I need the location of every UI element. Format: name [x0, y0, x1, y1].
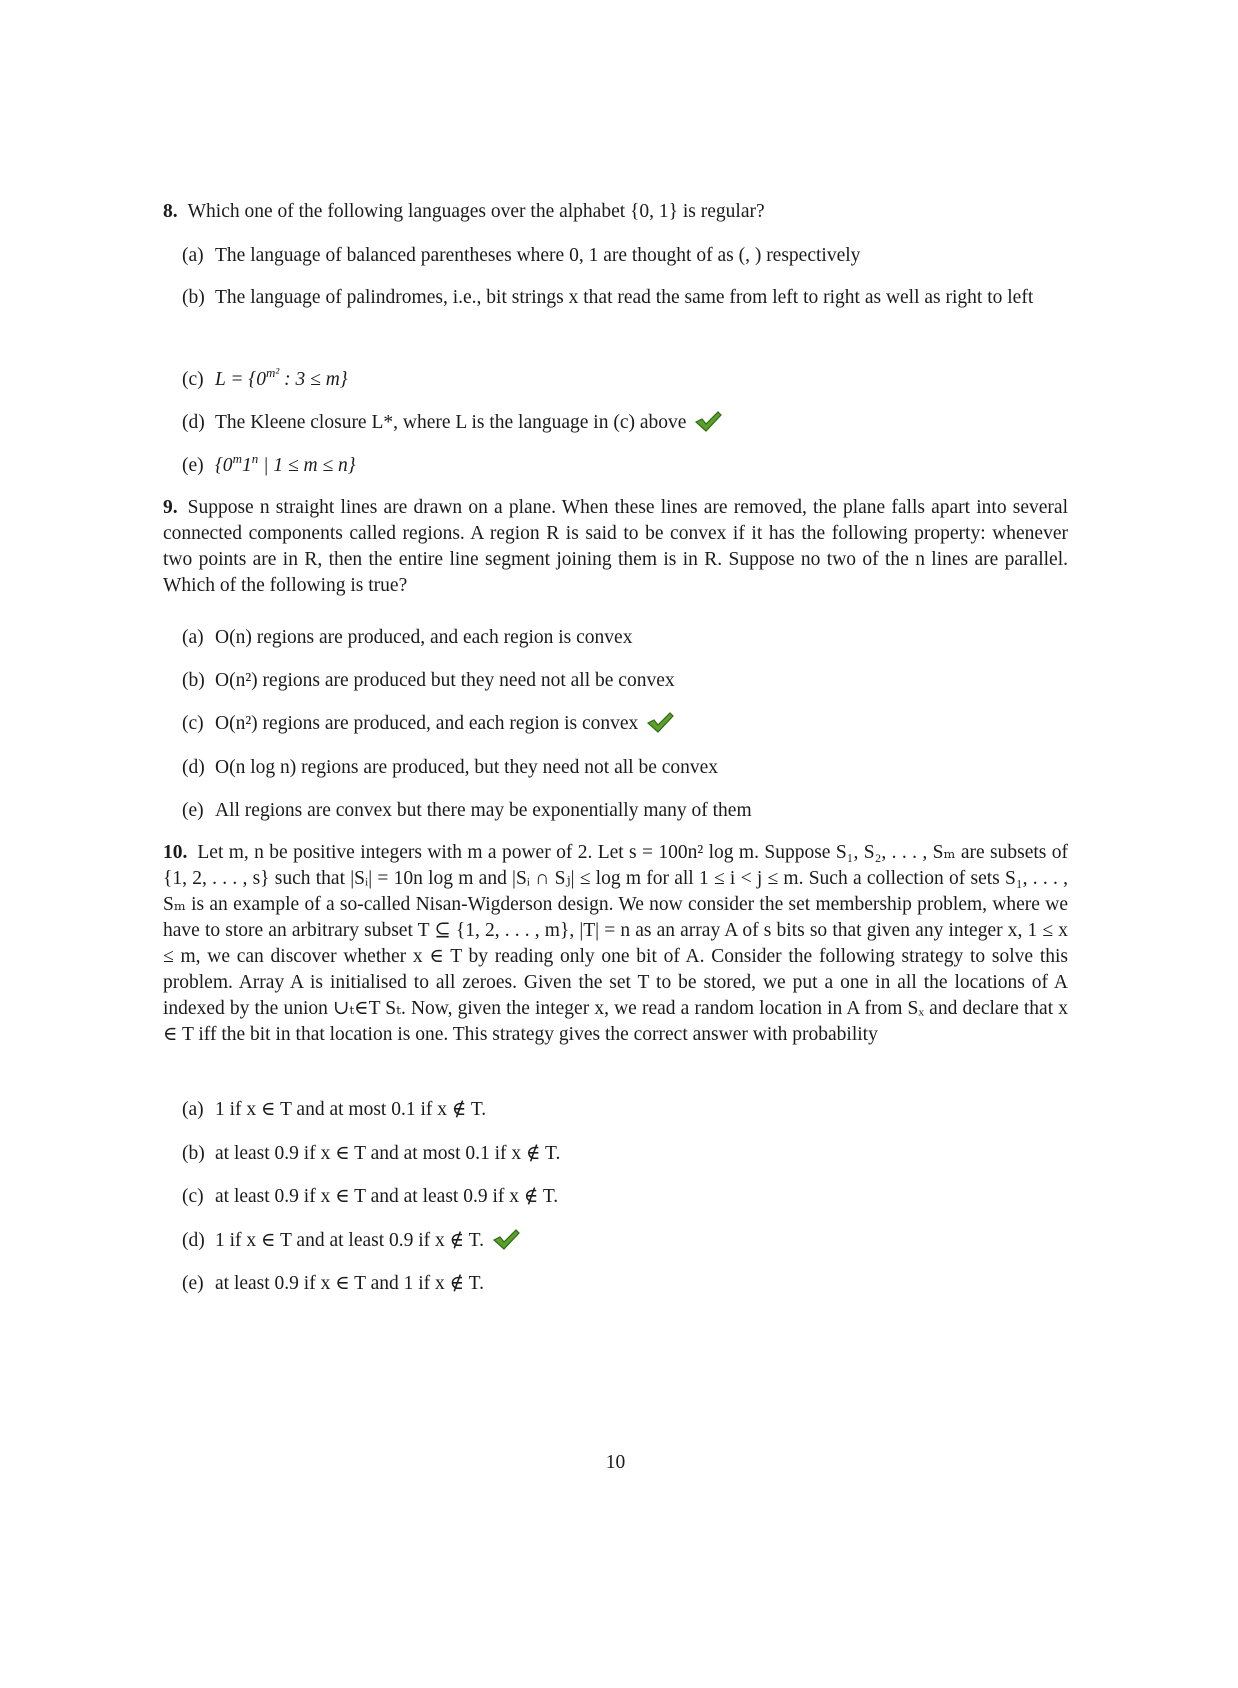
- checkmark-icon: [694, 410, 722, 432]
- page-number: 10: [605, 1452, 626, 1473]
- q8-option-d: (d) The Kleene closure L*, where L is the language in (c) above: [163, 410, 1068, 436]
- question-9: [163, 495, 1068, 599]
- checkmark-icon: [492, 1228, 520, 1250]
- q10-option-e: (e) at least 0.9 if x ∈ T and 1 if x ∉ T.: [182, 1273, 484, 1294]
- q8-option-b: (b) The language of palindromes, i.e., bit strings x that read the same from left to right as well as right to left: [182, 287, 1034, 308]
- q9-option-b: (b) O(n²) regions are produced but they need not all be convex: [182, 670, 675, 691]
- q9-option-d: (d) O(n log n) regions are produced, but they need not all be convex: [182, 757, 719, 778]
- question-number: 9.: [163, 497, 178, 518]
- question-10-stem: 10. Let m, n be positive integers with m a power of 2. Let s = 100n² log m. Suppose S₁, S₂, . . . , Sₘ are subsets of {1, 2, . . . , s} such that |Sᵢ| = 10n log m and |Sᵢ ∩ Sⱼ| ≤ log m for all 1 ≤ i < j ≤ m. Such a collection of sets S₁, . . . , Sₘ is an example of a so-called Nisan-Wigderson design. We now consider the set membership problem, where we have to store an arbitrary subset T ⊆ {1, 2, . . . , m}, |T| = n as an array A of s bits so that given any integer x, 1 ≤ x ≤ m, we can discover whether x ∈ T by reading only one bit of A. Consider the following strategy to solve this problem. Array A is initialised to all zeroes. Given the set T to be stored, we put a one in all the locations of A indexed by the union ∪ₜ∈T Sₜ. Now, given the integer x, we read a random location in A from Sₓ and declare that x ∈ T iff the bit in that location is one. This strategy gives the correct answer with probability: [163, 842, 1068, 1045]
- q10-option-a: (a) 1 if x ∈ T and at most 0.1 if x ∉ T.: [182, 1099, 487, 1120]
- q10-option-c: (c) at least 0.9 if x ∈ T and at least 0.9 if x ∉ T.: [182, 1186, 559, 1207]
- question-number: 8.: [163, 201, 178, 222]
- question-10: [163, 840, 1068, 1048]
- q8-option-c: (c) $L = \{0^{m^2}$ : 3 ≤ m}: [182, 365, 348, 390]
- question-number: 10.: [163, 842, 188, 863]
- q10-option-b: (b) at least 0.9 if x ∈ T and at most 0.1 if x ∉ T.: [182, 1143, 561, 1164]
- question-8: [163, 199, 1068, 225]
- q8-option-a: (a) The language of balanced parentheses where 0, 1 are thought of as (, ) respectively: [182, 245, 861, 266]
- q10-option-d: (d) 1 if x ∈ T and at least 0.9 if x ∉ T.: [163, 1228, 1068, 1254]
- question-9-stem: 9. Suppose n straight lines are drawn on a plane. When these lines are removed, the plane falls apart into several connected components called regions. A region R is said to be convex if it has the following property: whenever two points are in R, then the entire line segment joining them is in R. Suppose no two of the n lines are parallel. Which of the following is true?: [163, 497, 1068, 596]
- question-8-stem: 8. Which one of the following languages over the alphabet {0, 1} is regular?: [163, 201, 765, 222]
- q8-option-e: (e) {0$^m$1$^n$ | 1 ≤ m ≤ n}: [182, 451, 356, 476]
- q9-option-c: (c) O(n²) regions are produced, and each region is convex: [163, 711, 1068, 737]
- checkmark-icon: [646, 711, 674, 733]
- q9-option-e: (e) All regions are convex but there may be exponentially many of them: [182, 800, 752, 821]
- q9-option-a: (a) O(n) regions are produced, and each region is convex: [182, 627, 633, 648]
